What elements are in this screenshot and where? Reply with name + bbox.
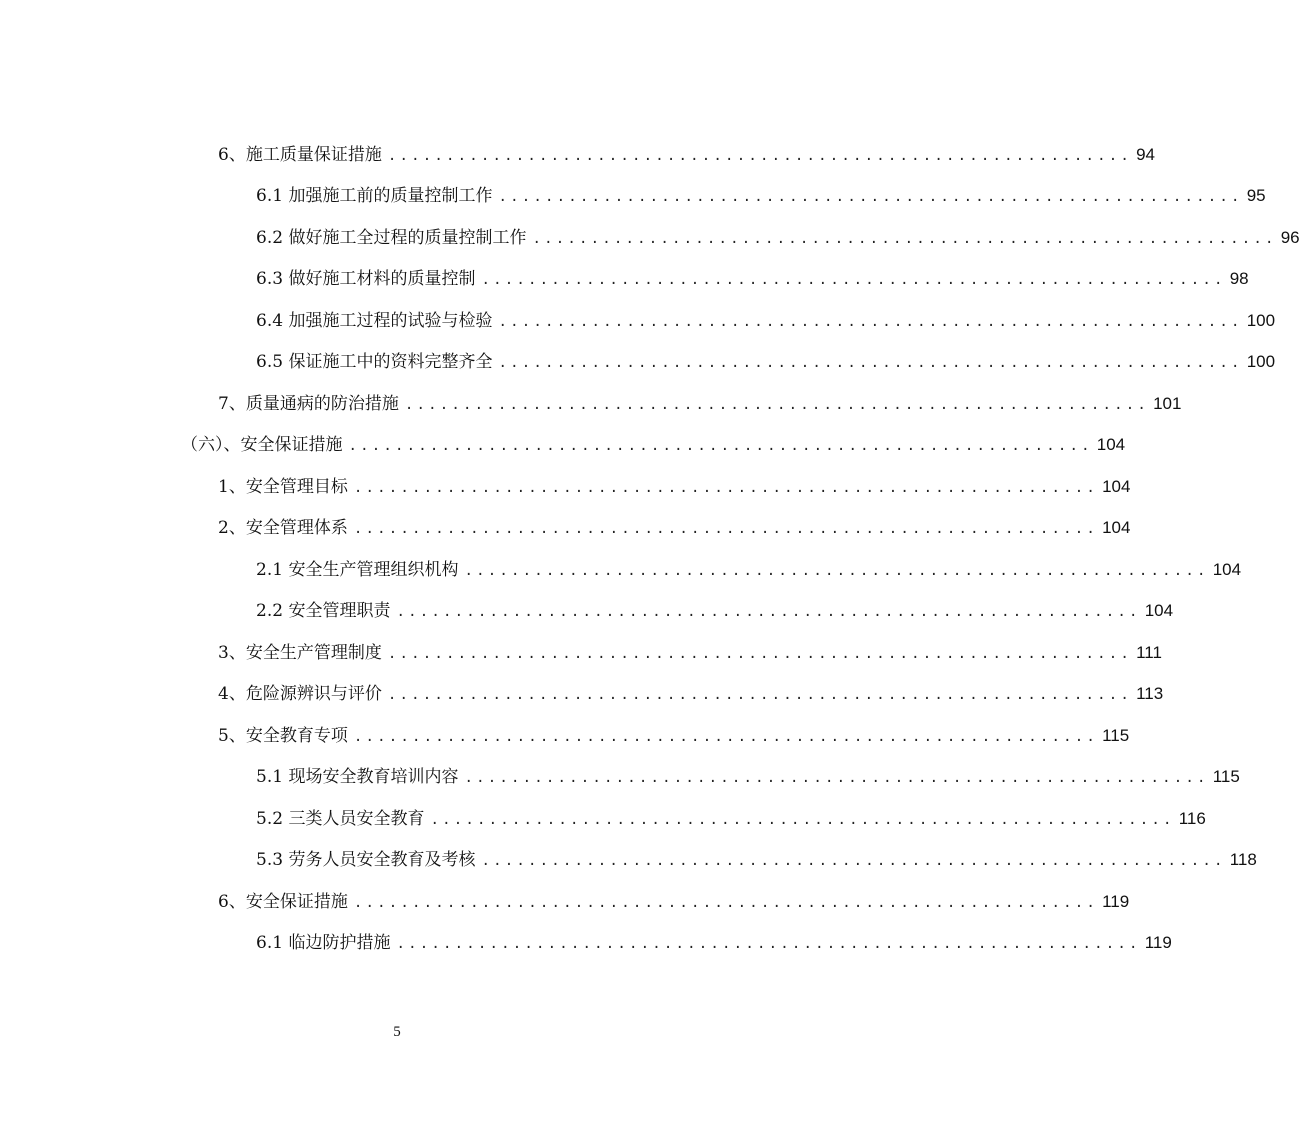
toc-entry[interactable] — [256, 224, 1300, 252]
toc-entry-title: 2、安全管理体系 — [218, 518, 348, 538]
toc-entry-page: 116 — [1178, 809, 1206, 828]
toc-entry-page: 104 — [1144, 601, 1174, 620]
toc-entry[interactable] — [256, 763, 1240, 791]
toc-dot-leader: ................................................................ — [464, 770, 1209, 786]
toc-dot-leader: ................................................................ — [387, 646, 1133, 662]
toc-dot-leader: ................................................................ — [396, 604, 1141, 620]
toc-entry[interactable] — [218, 680, 1164, 708]
toc-entry[interactable] — [256, 556, 1242, 584]
toc-entry-title: 5.2 三类人员安全教育 — [256, 809, 425, 829]
toc-entry-title: 4、危险源辨识与评价 — [218, 684, 382, 704]
toc-entry-title: 5.3 劳务人员安全教育及考核 — [256, 850, 476, 870]
toc-entry-title: 5、安全教育专项 — [218, 726, 348, 746]
toc-entry[interactable] — [218, 514, 1131, 542]
toc-entry-title: 6.1 加强施工前的质量控制工作 — [256, 186, 493, 206]
toc-entry[interactable] — [256, 846, 1257, 874]
toc-dot-leader: ................................................................ — [353, 895, 1099, 911]
toc-entry-page: 104 — [1212, 560, 1242, 579]
toc-entry[interactable] — [256, 597, 1174, 625]
toc-entry-page: 96 — [1280, 228, 1300, 247]
toc-dot-leader: ................................................................ — [481, 272, 1226, 288]
toc-dot-leader: ................................................................ — [353, 480, 1099, 496]
toc-dot-leader: ................................................................ — [498, 189, 1243, 205]
toc-entry-title: 6.1 临边防护措施 — [256, 933, 391, 953]
toc-entry[interactable] — [256, 348, 1276, 376]
toc-dot-leader: ................................................................ — [353, 521, 1099, 537]
toc-entry-title: 6.2 做好施工全过程的质量控制工作 — [256, 228, 527, 248]
toc-dot-leader: ................................................................ — [404, 397, 1150, 413]
toc-entry-page: 100 — [1246, 352, 1276, 371]
toc-entry-page: 100 — [1246, 311, 1276, 330]
toc-dot-leader: ................................................................ — [348, 438, 1093, 454]
toc-dot-leader: ................................................................ — [498, 355, 1243, 371]
toc-entry-title: 6、施工质量保证措施 — [218, 145, 382, 165]
toc-dot-leader: ................................................................ — [353, 729, 1099, 745]
toc-entry-page: 119 — [1102, 892, 1130, 911]
toc-dot-leader: ................................................................ — [430, 812, 1175, 828]
toc-entry-title: 6.5 保证施工中的资料完整齐全 — [256, 352, 493, 372]
toc-entry[interactable] — [218, 888, 1130, 916]
toc-entry-page: 95 — [1246, 186, 1266, 205]
toc-entry-title: 2.2 安全管理职责 — [256, 601, 391, 621]
toc-entry-title: 3、安全生产管理制度 — [218, 643, 382, 663]
toc-entry-title: 6、安全保证措施 — [218, 892, 348, 912]
toc-entry-title: 7、质量通病的防治措施 — [218, 394, 399, 414]
toc-entry-page: 104 — [1102, 477, 1131, 496]
toc-entry-page: 118 — [1229, 850, 1257, 869]
toc-entry[interactable] — [256, 929, 1172, 957]
toc-entry-page: 111 — [1136, 643, 1162, 662]
toc-entry-title: 5.1 现场安全教育培训内容 — [256, 767, 459, 787]
toc-entry-page: 94 — [1136, 145, 1155, 164]
toc-dot-leader: ................................................................ — [464, 563, 1209, 579]
page-number: 5 — [393, 1024, 401, 1040]
toc-entry[interactable] — [181, 431, 1126, 459]
toc-entry[interactable] — [256, 182, 1266, 210]
toc-entry-page: 98 — [1229, 269, 1249, 288]
toc-entry[interactable] — [218, 639, 1162, 667]
toc-entry[interactable] — [218, 390, 1182, 418]
toc-entry-page: 115 — [1212, 767, 1240, 786]
toc-entry[interactable] — [256, 307, 1276, 335]
toc-entry[interactable] — [256, 265, 1249, 293]
toc-entry[interactable] — [218, 473, 1131, 501]
toc-entry[interactable] — [256, 805, 1206, 833]
toc-entry[interactable] — [218, 722, 1130, 750]
toc-dot-leader: ................................................................ — [387, 687, 1133, 703]
toc-entry-page: 119 — [1144, 933, 1172, 952]
toc-dot-leader: ................................................................ — [481, 853, 1226, 869]
toc-entry-page: 113 — [1136, 684, 1164, 703]
toc-dot-leader: ................................................................ — [396, 936, 1141, 952]
toc-entry-title: 1、安全管理目标 — [218, 477, 348, 497]
toc-entry-page: 104 — [1096, 435, 1126, 454]
toc-entry-page: 115 — [1102, 726, 1130, 745]
toc-dot-leader: ................................................................ — [387, 148, 1133, 164]
toc-dot-leader: ................................................................ — [498, 314, 1243, 330]
toc-entry[interactable] — [218, 141, 1155, 169]
toc-entry-page: 101 — [1153, 394, 1182, 413]
toc-entry-title: 6.3 做好施工材料的质量控制 — [256, 269, 476, 289]
toc-entry-title: （六）、安全保证措施 — [181, 435, 343, 455]
toc-entry-title: 2.1 安全生产管理组织机构 — [256, 560, 459, 580]
toc-entry-title: 6.4 加强施工过程的试验与检验 — [256, 311, 493, 331]
toc-dot-leader: ................................................................ — [532, 231, 1277, 247]
toc-entry-page: 104 — [1102, 518, 1131, 537]
